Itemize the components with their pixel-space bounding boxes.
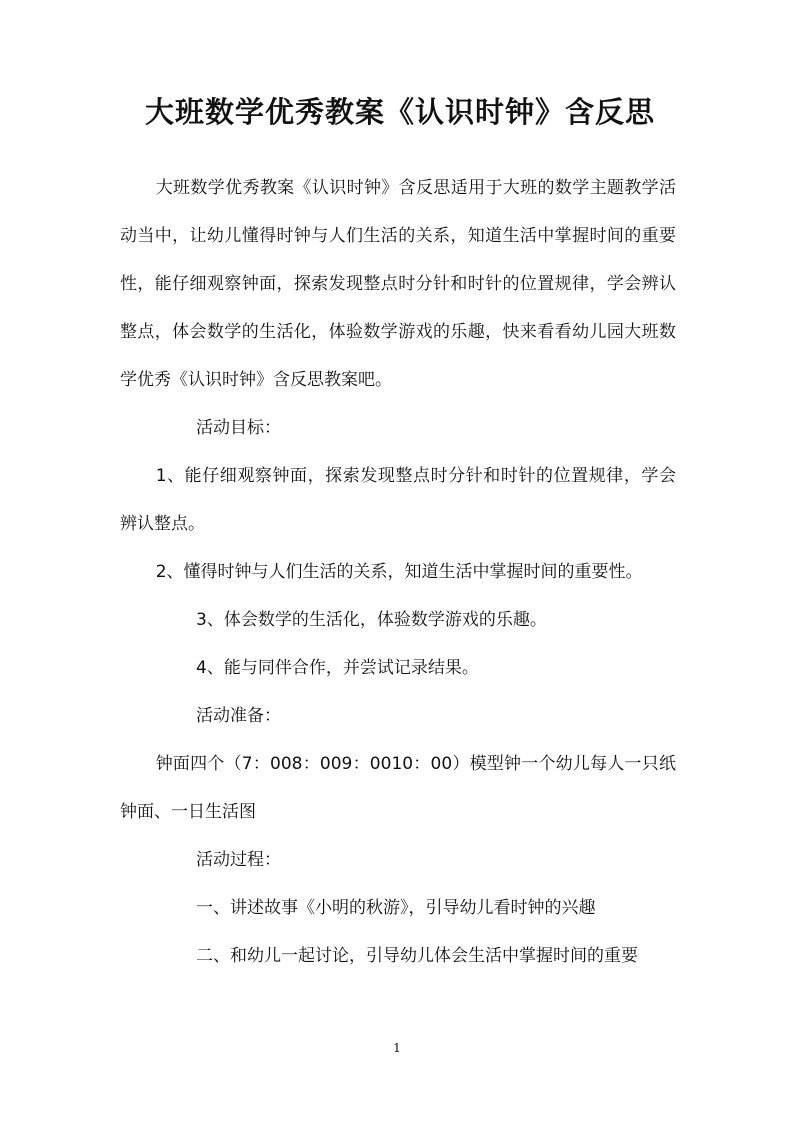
intro-paragraph: 大班数学优秀教案《认识时钟》含反思适用于大班的数学主题教学活动当中，让幼儿懂得时钟与人们生活的关系，知道生活中掌握时间的重要性，能仔细观察钟面，探索发现整点时分针和时针的位置规律，学会辨认整点，体会数学的生活化，体验数学游戏的乐趣，快来看看幼儿园大班数学优秀《认识时钟》含反思教案吧。 bbox=[120, 178, 676, 390]
preparation-paragraph: 钟面四个（7：008：009：0010：00）模型钟一个幼儿每人一只纸钟面、一日生活图 bbox=[120, 754, 676, 822]
page-number: 1 bbox=[393, 1041, 401, 1055]
goal-item-1: 1、能仔细观察钟面，探索发现整点时分针和时针的位置规律，学会辨认整点。 bbox=[120, 466, 676, 534]
section-heading-process: 活动过程： bbox=[196, 850, 281, 870]
goal-item-4: 4、能与同伴合作，并尝试记录结果。 bbox=[196, 658, 479, 678]
goal-item-2: 2、懂得时钟与人们生活的关系，知道生活中掌握时间的重要性。 bbox=[155, 562, 643, 582]
document-title: 大班数学优秀教案《认识时钟》含反思 bbox=[144, 95, 655, 129]
document-body bbox=[120, 164, 676, 980]
process-step-2: 二、和幼儿一起讨论，引导幼儿体会生活中掌握时间的重要 bbox=[196, 946, 638, 966]
section-heading-preparation: 活动准备： bbox=[196, 706, 281, 726]
goal-item-3: 3、体会数学的生活化，体验数学游戏的乐趣。 bbox=[196, 610, 547, 630]
process-step-1: 一、讲述故事《小明的秋游》，引导幼儿看时钟的兴趣 bbox=[196, 898, 596, 918]
section-heading-goals: 活动目标： bbox=[196, 418, 281, 438]
